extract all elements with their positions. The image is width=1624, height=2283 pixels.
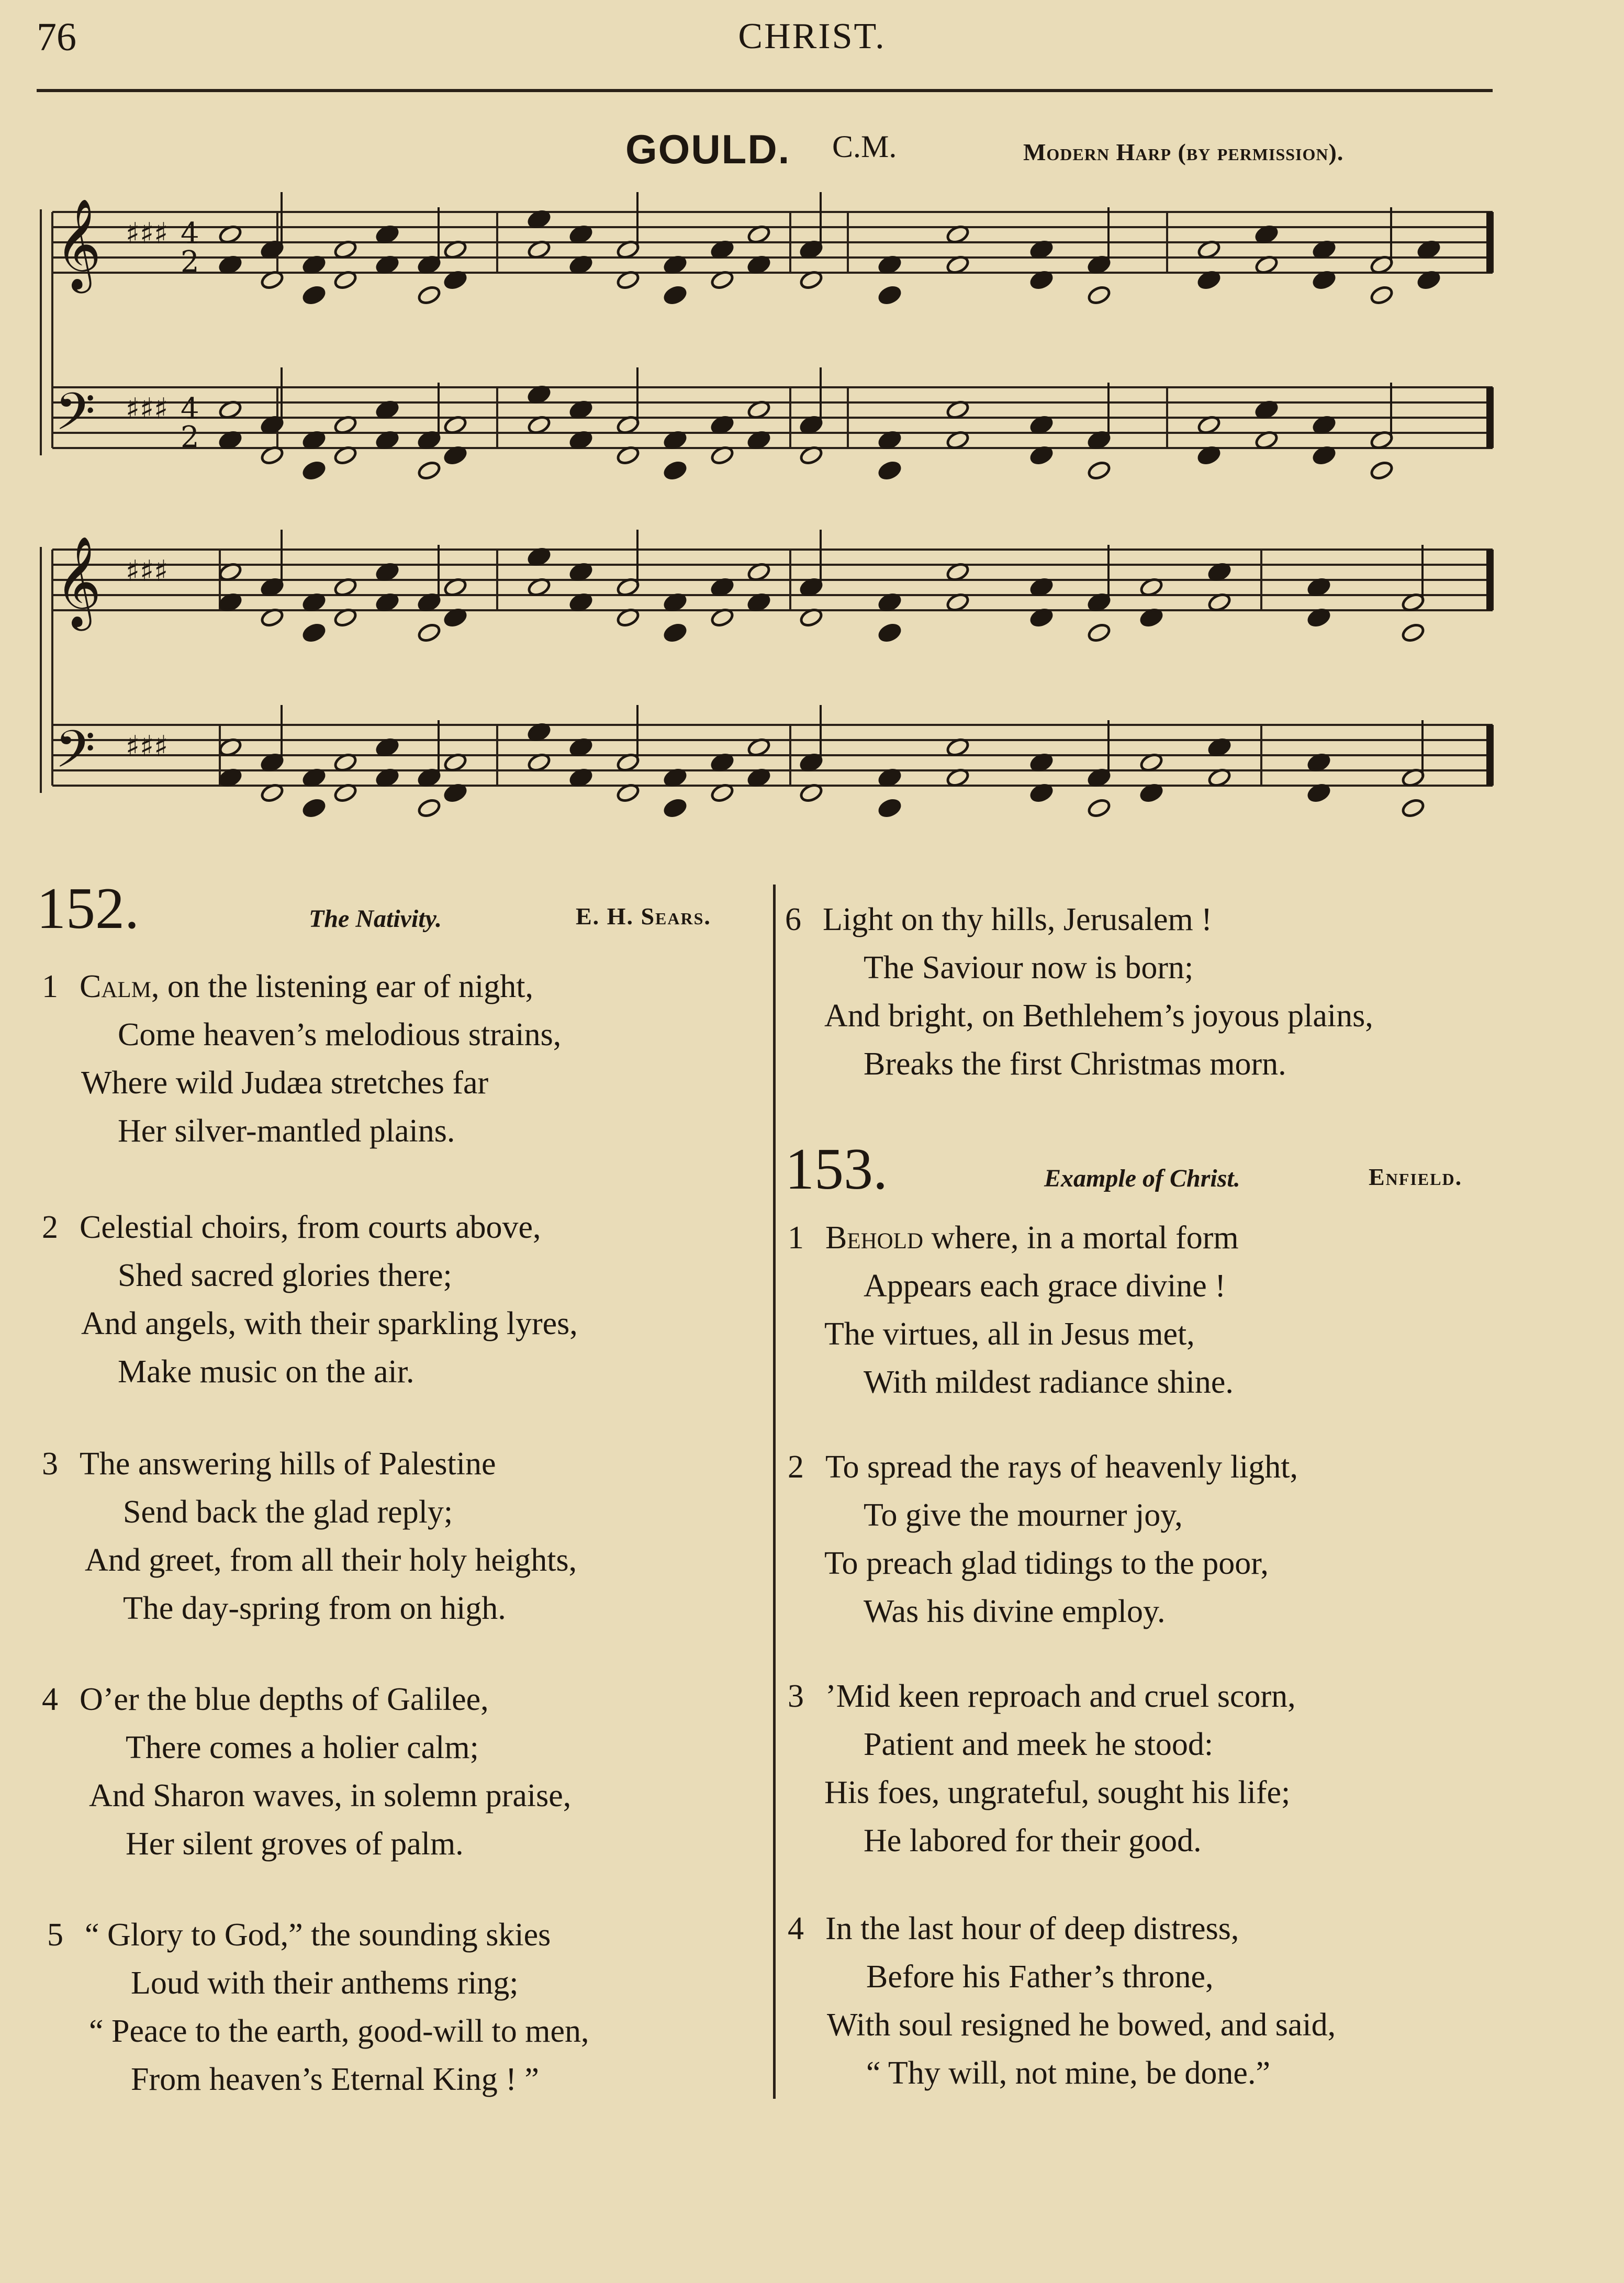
note-head — [1087, 622, 1111, 643]
final-barline — [1486, 387, 1493, 448]
stanza-line: And Sharon waves, in solemn praise, — [89, 1778, 572, 1814]
stanza-line: Her silent groves of palm. — [126, 1826, 464, 1862]
note-head — [1369, 460, 1394, 481]
final-barline — [1486, 212, 1493, 273]
note-head — [1087, 798, 1111, 819]
stanza-line: And angels, with their sparkling lyres, — [81, 1306, 578, 1341]
stanza-line: Was his divine employ. — [864, 1594, 1166, 1629]
tune-meter: C.M. — [832, 129, 897, 164]
stanza-line: There comes a holier calm; — [126, 1730, 479, 1765]
hymn-author: E. H. Sears. — [576, 903, 711, 930]
note-head — [301, 460, 326, 481]
note-head — [417, 285, 441, 306]
stanza-line: From heaven’s Eternal King ! ” — [131, 2062, 539, 2097]
note-head — [663, 622, 687, 643]
note-head — [1401, 622, 1425, 643]
stanza-line: The virtues, all in Jesus met, — [824, 1316, 1195, 1352]
stanza-line: Shed sacred glories there; — [118, 1258, 452, 1293]
note-head — [417, 460, 441, 481]
key-signature: ♯♯♯ — [126, 392, 169, 426]
note-head — [877, 622, 902, 643]
stanza-line: Loud with their anthems ring; — [131, 1965, 519, 2001]
page-number: 76 — [37, 15, 76, 59]
final-barline — [1486, 550, 1493, 610]
note-head — [1087, 460, 1111, 481]
stanza-line: He labored for their good. — [864, 1823, 1202, 1859]
note-head — [1369, 285, 1394, 306]
note-head — [877, 460, 902, 481]
bass-clef: 𝄢 — [55, 720, 96, 792]
note-head — [301, 798, 326, 819]
note-head — [417, 622, 441, 643]
stanza-line: With soul resigned he bowed, and said, — [827, 2007, 1336, 2043]
stanza-line: Come heaven’s melodious strains, — [118, 1017, 562, 1053]
stanza-line: Her silver-mantled plains. — [118, 1113, 455, 1149]
note-head — [1401, 798, 1425, 819]
hymn-author: Enfield. — [1369, 1163, 1463, 1190]
stanza-line: 4 In the last hour of deep distress, — [788, 1911, 1239, 1946]
time-signature-top: 4 — [181, 392, 199, 426]
stanza-line: “ Peace to the earth, good-will to men, — [89, 2013, 589, 2049]
key-signature: ♯♯♯ — [126, 217, 169, 251]
hymn-subject: The Nativity. — [309, 905, 442, 933]
hymn-number: 152. — [37, 876, 139, 941]
key-signature: ♯♯♯ — [126, 730, 169, 764]
hymn-number: 153. — [785, 1137, 888, 1202]
stanza-line: And bright, on Bethlehem’s joyous plains, — [824, 998, 1373, 1034]
note-head — [1087, 285, 1111, 306]
stanza-line: To give the mourner joy, — [864, 1497, 1183, 1533]
stanza-line: 1 Calm, on the listening ear of night, — [42, 969, 533, 1004]
stanza-line: Send back the glad reply; — [123, 1494, 453, 1530]
key-signature: ♯♯♯ — [126, 554, 169, 588]
note-head — [663, 285, 687, 306]
stanza-line: 1 Behold where, in a mortal form — [788, 1220, 1239, 1256]
stanza-line: 2 Celestial choirs, from courts above, — [42, 1210, 541, 1245]
time-signature-bottom: 2 — [181, 245, 199, 279]
stanza-line: Make music on the air. — [118, 1354, 415, 1390]
note-head — [301, 622, 326, 643]
stanza-line: 6 Light on thy hills, Jerusalem ! — [785, 902, 1212, 937]
stanza-line: 5 “ Glory to God,” the sounding skies — [47, 1917, 551, 1953]
hymn-subject: Example of Christ. — [1044, 1165, 1240, 1192]
time-signature-bottom: 2 — [181, 420, 199, 454]
stanza-line: And greet, from all their holy heights, — [85, 1542, 577, 1578]
note-head — [877, 285, 902, 306]
tune-source: Modern Harp (by permission). — [1023, 139, 1344, 165]
stanza-line: Patient and meek he stood: — [864, 1727, 1214, 1762]
stanza-line: The Saviour now is born; — [864, 950, 1194, 986]
stanza-line: With mildest radiance shine. — [864, 1364, 1234, 1400]
stanza-line: 3 The answering hills of Palestine — [42, 1446, 496, 1482]
note-head — [877, 798, 902, 819]
running-head: CHRIST. — [738, 16, 886, 57]
note-head — [663, 460, 687, 481]
stanza-line: 4 O’er the blue depths of Galilee, — [42, 1682, 489, 1717]
time-signature-top: 4 — [181, 217, 199, 251]
music-notation — [0, 0, 1624, 858]
stanza-line: The day-spring from on high. — [123, 1591, 506, 1626]
column-divider — [773, 885, 776, 2099]
stanza-line: “ Thy will, not mine, be done.” — [866, 2055, 1270, 2091]
stanza-line: Breaks the first Christmas morn. — [864, 1046, 1286, 1082]
stanza-line: Where wild Judæa stretches far — [81, 1065, 489, 1101]
stanza-line: Before his Father’s throne, — [866, 1959, 1214, 1995]
stanza-line: To preach glad tidings to the poor, — [824, 1546, 1269, 1581]
treble-clef: 𝄞 — [55, 536, 102, 627]
stanza-line: 2 To spread the rays of heavenly light, — [788, 1449, 1298, 1485]
treble-clef: 𝄞 — [55, 198, 102, 289]
stanza-line: Appears each grace divine ! — [864, 1268, 1226, 1304]
note-head — [663, 798, 687, 819]
stanza-line: 3 ’Mid keen reproach and cruel scorn, — [788, 1678, 1296, 1714]
stanza-line: His foes, ungrateful, sought his life; — [824, 1775, 1291, 1810]
final-barline — [1486, 725, 1493, 786]
note-head — [301, 285, 326, 306]
tune-name: GOULD. — [625, 126, 791, 172]
note-head — [417, 798, 441, 819]
bass-clef: 𝄢 — [55, 382, 96, 455]
